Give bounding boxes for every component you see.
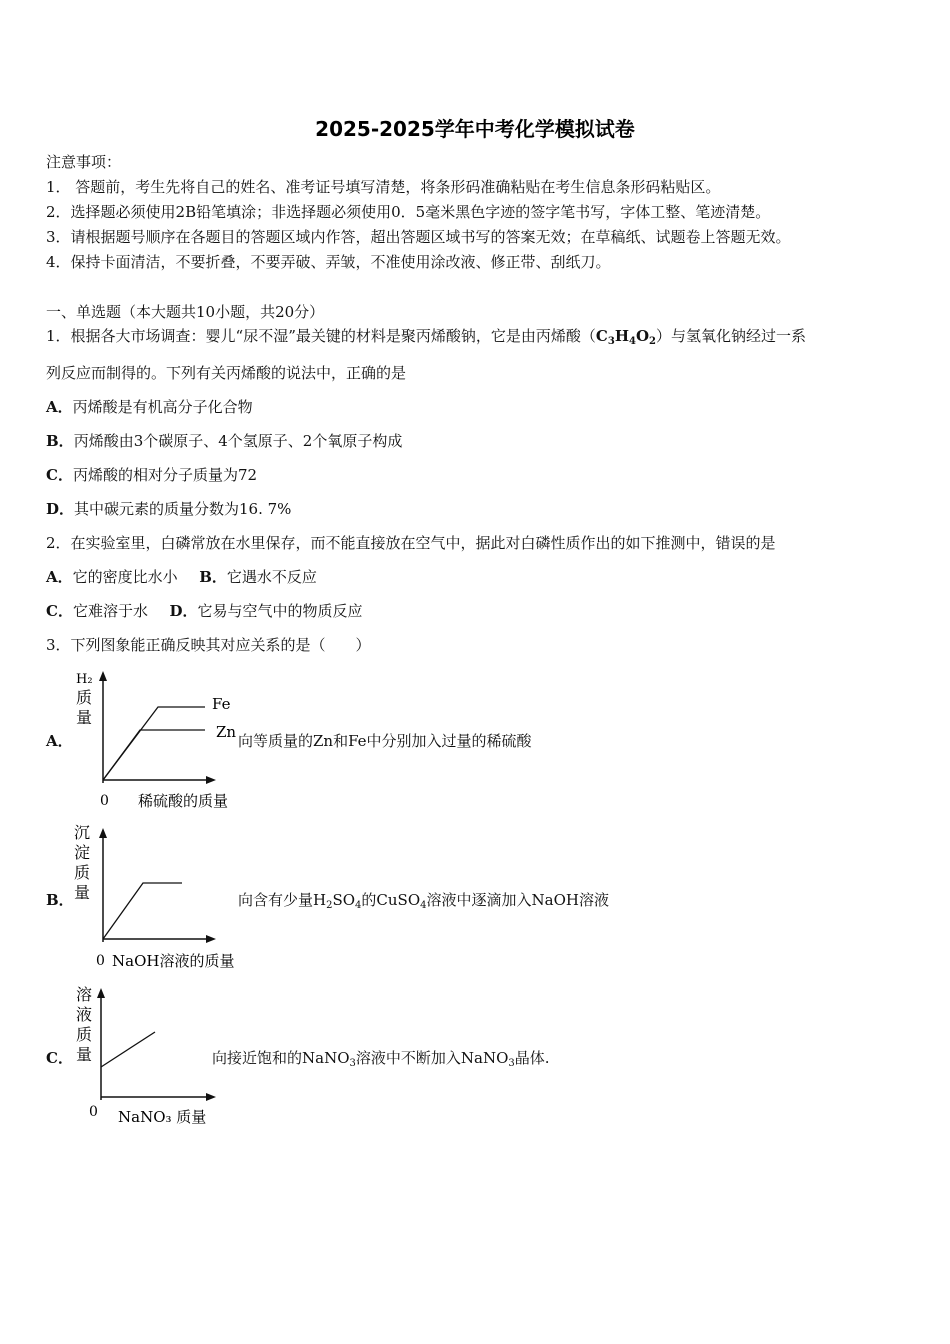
q3-option-a[interactable]: A． [46,732,73,750]
acrylic-acid-formula: $C_3H_4O_2$ [595,327,657,347]
graph-b [70,820,250,975]
section-heading: 一、单选题（本大题共10小题，共20分） [46,303,325,321]
q2-option-c[interactable]: C．它难溶于水 [46,602,148,620]
q2-options-row-2 [46,601,363,621]
origin-label: 0 [96,953,105,969]
question-2-stem: 2．在实验室里，白磷常放在水里保存，而不能直接放在空气中，据此对白磷性质作出的如下推测中，错误的是 [46,534,776,552]
q3-option-c-desc: 向接近饱和的NaNO$_3$溶液中不断加入NaNO$_3$晶体. [212,1049,550,1069]
y-label: 淀 [74,843,91,862]
y-label: 质 [76,1025,93,1044]
y-label: 质 [76,688,93,707]
q2-option-b[interactable]: B．它遇水不反应 [199,568,317,586]
q3-option-b[interactable]: B． [46,891,74,909]
y-label: 量 [76,1045,93,1064]
graph-a [70,665,250,815]
question-1-stem-cont: 列反应而制得的。下列有关丙烯酸的说法中，正确的是 [46,364,407,382]
q1-option-d[interactable]: D．其中碳元素的质量分数为16. 7% [46,500,292,518]
q3-option-b-desc: 向含有少量$H_2SO_4$的CuSO$_4$溶液中逐滴加入NaOH溶液 [238,891,609,911]
page-title: 2025-2025学年中考化学模拟试卷 [315,117,635,141]
notice-item: 1． 答题前，考生先将自己的姓名、准考证号填写清楚，将条形码准确粘贴在考生信息条形码粘贴区。 [46,178,721,196]
y-label: 质 [74,863,91,882]
y-label: 溶 [76,985,93,1004]
y-axis-arrow [97,988,105,998]
q2-option-a[interactable]: A．它的密度比水小 [46,568,178,586]
y-label: 沉 [74,823,91,842]
notice-item: 2．选择题必须使用2B铅笔填涂；非选择题必须使用0．5毫米黑色字迹的签字笔书写，字体工整、笔迹清楚。 [46,203,771,221]
y-label: 液 [76,1005,93,1024]
x-axis-arrow [206,776,216,784]
y-axis-arrow [99,671,107,681]
zn-curve [103,730,205,780]
y-label: 量 [74,883,91,902]
q1-option-a[interactable]: A．丙烯酸是有机高分子化合物 [46,398,253,416]
x-label: NaNO₃ 质量 [118,1108,207,1126]
q1-option-b[interactable]: B．丙烯酸由3个碳原子、4个氢原子、2个氧原子构成 [46,432,403,450]
q3-option-c[interactable]: C． [46,1049,73,1067]
x-axis-arrow [206,935,216,943]
x-label: NaOH溶液的质量 [112,952,235,970]
q2-option-d[interactable]: D．它易与空气中的物质反应 [169,602,363,620]
fe-curve [103,707,205,780]
y-axis-arrow [99,828,107,838]
origin-label: 0 [89,1104,98,1120]
series-label: Zn [216,723,237,741]
x-label: 稀硫酸的质量 [138,792,229,810]
y-label: H₂ [76,672,93,687]
origin-label: 0 [100,793,109,809]
q1-option-c[interactable]: C．丙烯酸的相对分子质量为72 [46,466,258,484]
y-label: 量 [76,708,93,727]
notice-heading: 注意事项： [46,153,122,171]
precipitate-curve [103,883,182,939]
notice-item: 4．保持卡面清洁，不要折叠，不要弄破、弄皱，不准使用涂改液、修正带、刮纸刀。 [46,253,611,271]
series-label: Fe [212,695,231,713]
x-axis-arrow [206,1093,216,1101]
question-1-stem: 1．根据各大市场调查：婴儿“尿不湿”最关键的材料是聚丙烯酸钠，它是由丙烯酸$(C_3H_4O_2)$与氢氧化钠经过一系 [46,327,807,347]
notice-item: 3．请根据题号顺序在各题目的答题区域内作答，超出答题区域书写的答案无效；在草稿纸、试题卷上答题无效。 [46,228,791,246]
q2-options-row-1 [46,567,317,587]
solution-mass-line [101,1032,155,1067]
q3-option-a-desc: 向等质量的Zn和Fe中分别加入过量的稀硫酸 [238,732,532,750]
question-3-stem: 3．下列图象能正确反映其对应关系的是（ ） [46,636,371,654]
